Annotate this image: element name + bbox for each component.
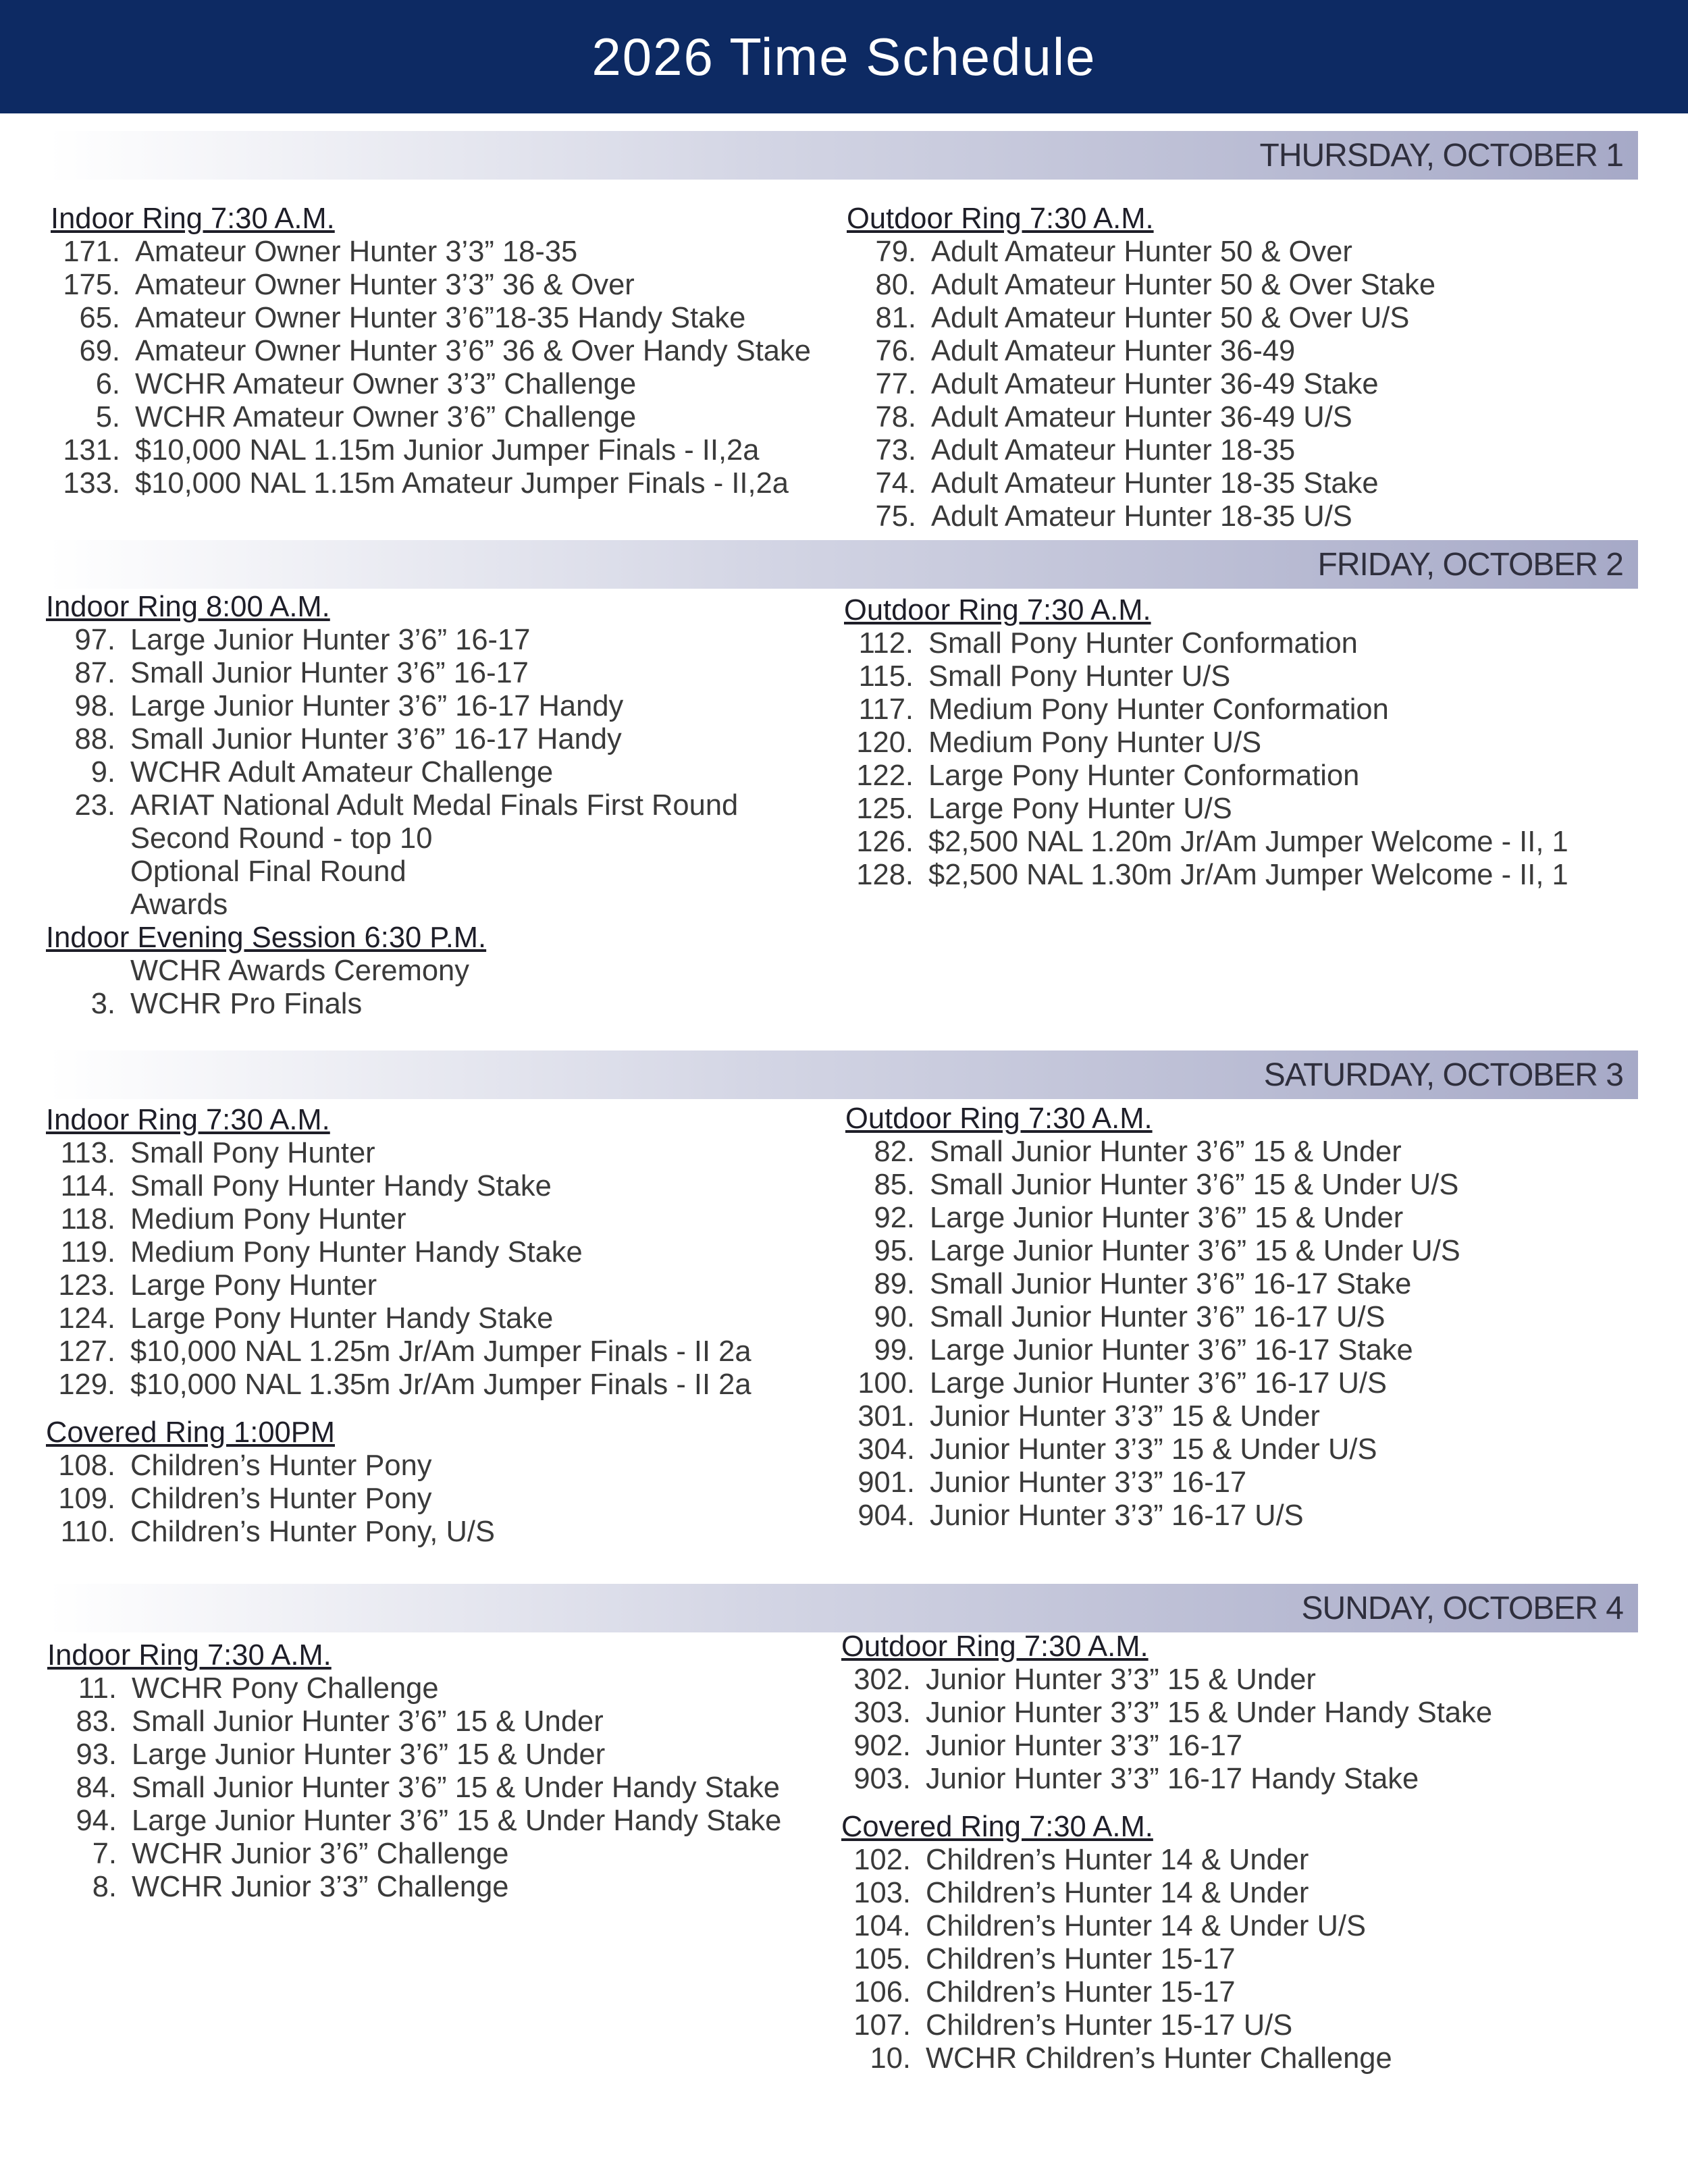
class-row	[47, 1738, 781, 1772]
class-row	[841, 1976, 1492, 2009]
class-name: Adult Amateur Hunter 50 & Over	[931, 236, 1352, 268]
class-row	[844, 693, 1568, 726]
class-number: 125.	[856, 793, 914, 825]
class-name: Large Junior Hunter 3’6” 16-17 U/S	[930, 1367, 1388, 1400]
class-row	[845, 1499, 1460, 1533]
class-row	[845, 1400, 1460, 1433]
class-number: 903.	[853, 1763, 911, 1795]
class-number: 118.	[60, 1203, 115, 1235]
class-row	[47, 1705, 781, 1738]
class-name: $10,000 NAL 1.25m Jr/Am Jumper Finals - II 2a	[130, 1335, 751, 1368]
class-row	[47, 1805, 781, 1838]
class-name: Children’s Hunter Pony	[130, 1449, 432, 1482]
page-title: 2026 Time Schedule	[591, 26, 1097, 86]
class-name: Junior Hunter 3’3” 15 & Under U/S	[930, 1433, 1377, 1466]
class-name: Junior Hunter 3’3” 15 & Under	[926, 1663, 1316, 1696]
class-row	[844, 826, 1568, 859]
class-name: Adult Amateur Hunter 36-49 Stake	[931, 368, 1379, 400]
day-header-friday	[49, 540, 1638, 589]
header-banner	[0, 0, 1688, 113]
class-row	[47, 1871, 781, 1904]
class-row	[46, 1170, 751, 1203]
class-number	[46, 822, 130, 855]
class-name: Small Junior Hunter 3’6” 15 & Under	[132, 1705, 604, 1738]
class-number: 97.	[74, 624, 115, 656]
class-name: Children’s Hunter Pony, U/S	[130, 1516, 495, 1548]
class-row	[845, 1334, 1460, 1367]
class-name: Adult Amateur Hunter 50 & Over U/S	[931, 302, 1410, 334]
class-number: 11.	[78, 1672, 117, 1705]
class-number: 77.	[875, 368, 916, 400]
class-name: Adult Amateur Hunter 50 & Over Stake	[931, 269, 1436, 301]
class-row	[46, 1203, 751, 1236]
class-row	[46, 657, 738, 690]
saturday-left-column	[46, 1104, 751, 1549]
class-row	[46, 1449, 751, 1483]
ring-heading: Indoor Ring 7:30 A.M.	[46, 1104, 330, 1136]
class-name: WCHR Amateur Owner 3’6” Challenge	[135, 401, 637, 433]
class-name: Adult Amateur Hunter 18-35	[931, 434, 1296, 467]
class-row	[47, 1772, 781, 1805]
class-row	[51, 434, 811, 467]
class-row	[51, 335, 811, 368]
day-header-sunday	[49, 1584, 1638, 1632]
class-number: 99.	[874, 1334, 915, 1366]
class-row	[46, 1236, 751, 1269]
class-row	[847, 401, 1435, 434]
class-row	[847, 467, 1435, 500]
class-number: 105.	[853, 1943, 911, 1975]
class-name: Adult Amateur Hunter 36-49	[931, 335, 1296, 367]
class-number: 124.	[58, 1302, 115, 1335]
ring-heading: Covered Ring 7:30 A.M.	[841, 1811, 1153, 1843]
class-number: 92.	[874, 1202, 915, 1234]
class-number: 117.	[858, 693, 914, 726]
class-number: 7.	[92, 1838, 117, 1870]
class-number: 100.	[858, 1367, 915, 1400]
class-name: WCHR Junior 3’3” Challenge	[132, 1871, 509, 1903]
class-name: $2,500 NAL 1.20m Jr/Am Jumper Welcome - II, 1	[928, 826, 1568, 858]
class-number: 113.	[60, 1137, 115, 1169]
day-header-thursday	[49, 131, 1638, 180]
class-number: 112.	[858, 627, 914, 660]
class-number: 110.	[60, 1516, 115, 1548]
class-name: Children’s Hunter 15-17	[926, 1976, 1236, 2008]
class-number: 76.	[875, 335, 916, 367]
class-row	[51, 368, 811, 401]
class-name: Large Pony Hunter U/S	[928, 793, 1232, 825]
class-number: 104.	[853, 1910, 911, 1942]
day-header-saturday	[49, 1050, 1638, 1099]
class-number: 120.	[856, 726, 914, 759]
class-number: 131.	[63, 434, 120, 467]
class-number: 9.	[90, 756, 115, 789]
class-row	[46, 624, 738, 657]
class-number: 23.	[74, 789, 115, 822]
class-number	[46, 855, 130, 888]
class-number: 106.	[853, 1976, 911, 2008]
class-row	[841, 1730, 1492, 1763]
class-row	[844, 793, 1568, 826]
class-number: 10.	[870, 2042, 911, 2075]
class-number: 5.	[95, 401, 120, 433]
thursday-left-column	[51, 203, 811, 500]
class-row	[841, 2042, 1492, 2075]
class-row	[47, 1672, 781, 1705]
class-number: 95.	[874, 1235, 915, 1267]
ring-heading: Outdoor Ring 7:30 A.M.	[841, 1630, 1149, 1663]
class-name: WCHR Children’s Hunter Challenge	[926, 2042, 1392, 2075]
class-number: 73.	[875, 434, 916, 467]
class-name: Small Junior Hunter 3’6” 15 & Under U/S	[930, 1169, 1459, 1201]
class-row	[844, 760, 1568, 793]
class-name: $10,000 NAL 1.15m Amateur Jumper Finals - II,2a	[135, 467, 789, 500]
class-name: ARIAT National Adult Medal Finals First Round	[130, 789, 739, 822]
class-name: Small Pony Hunter Conformation	[928, 627, 1358, 660]
class-number: 175.	[63, 269, 120, 301]
class-number: 103.	[853, 1877, 911, 1909]
class-name: WCHR Amateur Owner 3’3” Challenge	[135, 368, 637, 400]
class-name: Adult Amateur Hunter 36-49 U/S	[931, 401, 1352, 433]
class-number: 90.	[874, 1301, 915, 1333]
class-number: 127.	[58, 1335, 115, 1368]
class-number: 301.	[858, 1400, 915, 1433]
class-name: Medium Pony Hunter	[130, 1203, 406, 1235]
class-name: Children’s Hunter 14 & Under	[926, 1844, 1309, 1876]
class-row	[46, 1302, 751, 1335]
class-row	[46, 855, 738, 888]
class-number: 109.	[58, 1483, 115, 1515]
class-row	[51, 401, 811, 434]
class-name: Large Junior Hunter 3’6” 15 & Under Handy Stake	[132, 1805, 782, 1837]
class-number: 80.	[875, 269, 916, 301]
class-number: 89.	[874, 1268, 915, 1300]
class-number: 69.	[79, 335, 120, 367]
class-number: 74.	[875, 467, 916, 500]
class-number: 65.	[79, 302, 120, 334]
class-name: Large Junior Hunter 3’6” 16-17 Stake	[930, 1334, 1413, 1366]
class-name: Awards	[130, 888, 228, 921]
class-number: 102.	[853, 1844, 911, 1876]
class-name: Medium Pony Hunter Handy Stake	[130, 1236, 583, 1269]
class-row	[847, 500, 1435, 533]
class-number: 119.	[60, 1236, 115, 1269]
class-number: 8.	[92, 1871, 117, 1903]
class-row	[47, 1838, 781, 1871]
class-row	[46, 988, 738, 1021]
class-row	[845, 1235, 1460, 1268]
class-number: 83.	[76, 1705, 117, 1738]
class-row	[46, 756, 738, 789]
class-row	[46, 690, 738, 723]
class-row	[841, 1844, 1492, 1877]
class-name: WCHR Pony Challenge	[132, 1672, 439, 1705]
class-number: 128.	[856, 859, 914, 891]
class-row	[847, 368, 1435, 401]
class-number: 115.	[858, 660, 914, 693]
class-name: Large Pony Hunter Handy Stake	[130, 1302, 554, 1335]
class-name: WCHR Junior 3’6” Challenge	[132, 1838, 509, 1870]
class-row	[847, 434, 1435, 467]
class-row	[46, 888, 738, 922]
class-name: Junior Hunter 3’3” 15 & Under Handy Stake	[926, 1697, 1493, 1729]
class-number	[46, 955, 130, 988]
class-number: 303.	[853, 1697, 911, 1729]
class-name: Small Junior Hunter 3’6” 16-17 Stake	[930, 1268, 1412, 1300]
class-name: Large Pony Hunter	[130, 1269, 377, 1302]
class-row	[46, 822, 738, 855]
ring-heading: Indoor Ring 7:30 A.M.	[51, 203, 335, 235]
class-row	[841, 1763, 1492, 1796]
class-name: Children’s Hunter 15-17 U/S	[926, 2009, 1293, 2042]
class-number: 84.	[76, 1772, 117, 1804]
class-number: 108.	[58, 1449, 115, 1482]
class-row	[841, 1943, 1492, 1976]
class-name: Junior Hunter 3’3” 15 & Under	[930, 1400, 1320, 1433]
class-row	[845, 1466, 1460, 1499]
class-row	[51, 467, 811, 500]
class-name: Small Junior Hunter 3’6” 15 & Under	[930, 1136, 1402, 1168]
class-row	[847, 302, 1435, 335]
ring-heading: Outdoor Ring 7:30 A.M.	[844, 594, 1151, 627]
class-row	[847, 236, 1435, 269]
class-row	[51, 236, 811, 269]
class-name: Junior Hunter 3’3” 16-17 Handy Stake	[926, 1763, 1419, 1795]
class-name: Medium Pony Hunter Conformation	[928, 693, 1389, 726]
class-name: Children’s Hunter 14 & Under U/S	[926, 1910, 1367, 1942]
class-name: Large Junior Hunter 3’6” 16-17	[130, 624, 531, 656]
class-number: 171.	[63, 236, 120, 268]
friday-right-column	[844, 594, 1568, 892]
class-number: 85.	[874, 1169, 915, 1201]
class-name: Junior Hunter 3’3” 16-17 U/S	[930, 1499, 1304, 1532]
class-row	[841, 1910, 1492, 1943]
class-row	[845, 1202, 1460, 1235]
day-label: FRIDAY, OCTOBER 2	[1317, 546, 1623, 583]
class-name: WCHR Adult Amateur Challenge	[130, 756, 554, 789]
class-number: 123.	[58, 1269, 115, 1302]
class-name: Amateur Owner Hunter 3’6”18-35 Handy Stake	[135, 302, 746, 334]
class-name: Small Pony Hunter Handy Stake	[130, 1170, 552, 1202]
class-number: 93.	[76, 1738, 117, 1771]
class-name: Amateur Owner Hunter 3’6” 36 & Over Handy Stake	[135, 335, 811, 367]
class-name: Optional Final Round	[130, 855, 406, 888]
class-row	[51, 269, 811, 302]
class-row	[844, 660, 1568, 693]
class-row	[46, 1269, 751, 1302]
class-number: 304.	[858, 1433, 915, 1466]
class-name: Small Junior Hunter 3’6” 16-17	[130, 657, 529, 689]
class-row	[844, 627, 1568, 660]
class-row	[46, 1483, 751, 1516]
class-name: Large Pony Hunter Conformation	[928, 760, 1360, 792]
class-row	[844, 859, 1568, 892]
class-row	[845, 1136, 1460, 1169]
class-number	[46, 888, 130, 922]
class-number: 126.	[856, 826, 914, 858]
class-name: Junior Hunter 3’3” 16-17	[930, 1466, 1247, 1499]
class-number: 3.	[90, 988, 115, 1020]
class-row	[46, 955, 738, 988]
ring-heading: Covered Ring 1:00PM	[46, 1416, 335, 1449]
friday-left-column	[46, 591, 738, 1021]
class-name: Large Junior Hunter 3’6” 16-17 Handy	[130, 690, 624, 722]
class-number: 81.	[875, 302, 916, 334]
class-name: Medium Pony Hunter U/S	[928, 726, 1262, 759]
class-number: 75.	[875, 500, 916, 533]
sunday-right-column	[841, 1630, 1492, 2075]
class-number: 6.	[95, 368, 120, 400]
class-name: $10,000 NAL 1.15m Junior Jumper Finals - II,2a	[135, 434, 760, 467]
class-name: Children’s Hunter 15-17	[926, 1943, 1236, 1975]
class-row	[845, 1301, 1460, 1334]
class-name: WCHR Pro Finals	[130, 988, 363, 1020]
class-name: Small Junior Hunter 3’6” 16-17 Handy	[130, 723, 622, 755]
class-name: Second Round - top 10	[130, 822, 433, 855]
class-number: 302.	[853, 1663, 911, 1696]
class-name: Amateur Owner Hunter 3’3” 18-35	[135, 236, 578, 268]
class-name: Small Junior Hunter 3’6” 15 & Under Handy Stake	[132, 1772, 780, 1804]
class-number: 79.	[875, 236, 916, 268]
day-label: THURSDAY, OCTOBER 1	[1259, 137, 1623, 174]
class-name: Small Pony Hunter U/S	[928, 660, 1231, 693]
class-name: Large Junior Hunter 3’6” 15 & Under	[930, 1202, 1404, 1234]
ring-heading: Outdoor Ring 7:30 A.M.	[845, 1102, 1153, 1135]
class-number: 901.	[858, 1466, 915, 1499]
class-row	[46, 1137, 751, 1170]
class-row	[46, 1516, 751, 1549]
ring-heading: Outdoor Ring 7:30 A.M.	[847, 203, 1154, 235]
class-row	[46, 789, 738, 822]
class-row	[845, 1433, 1460, 1466]
thursday-right-column	[847, 203, 1435, 533]
class-number: 78.	[875, 401, 916, 433]
day-label: SUNDAY, OCTOBER 4	[1301, 1590, 1623, 1626]
class-number: 904.	[858, 1499, 915, 1532]
section-gap	[841, 1796, 1492, 1811]
class-row	[46, 723, 738, 756]
class-name: Adult Amateur Hunter 18-35 U/S	[931, 500, 1352, 533]
class-name: Small Pony Hunter	[130, 1137, 375, 1169]
class-name: WCHR Awards Ceremony	[130, 955, 469, 987]
ring-heading: Indoor Ring 8:00 A.M.	[46, 591, 330, 623]
class-name: $2,500 NAL 1.30m Jr/Am Jumper Welcome - II, 1	[928, 859, 1568, 891]
class-name: Adult Amateur Hunter 18-35 Stake	[931, 467, 1379, 500]
class-row	[51, 302, 811, 335]
class-row	[841, 1697, 1492, 1730]
class-number: 82.	[874, 1136, 915, 1168]
class-name: Junior Hunter 3’3” 16-17	[926, 1730, 1243, 1762]
class-row	[841, 1877, 1492, 1910]
sunday-left-column	[47, 1639, 781, 1904]
class-row	[46, 1368, 751, 1402]
class-row	[844, 726, 1568, 760]
class-name: $10,000 NAL 1.35m Jr/Am Jumper Finals - II 2a	[130, 1368, 751, 1401]
saturday-right-column	[845, 1102, 1460, 1533]
class-number: 902.	[853, 1730, 911, 1762]
class-number: 94.	[76, 1805, 117, 1837]
class-number: 98.	[74, 690, 115, 722]
ring-heading: Indoor Ring 7:30 A.M.	[47, 1639, 332, 1672]
class-number: 133.	[63, 467, 120, 500]
class-name: Small Junior Hunter 3’6” 16-17 U/S	[930, 1301, 1386, 1333]
class-row	[46, 1335, 751, 1368]
class-row	[841, 2009, 1492, 2042]
class-name: Large Junior Hunter 3’6” 15 & Under U/S	[930, 1235, 1460, 1267]
class-row	[845, 1367, 1460, 1400]
section-gap	[46, 1402, 751, 1416]
class-row	[845, 1169, 1460, 1202]
class-name: Large Junior Hunter 3’6” 15 & Under	[132, 1738, 606, 1771]
class-row	[845, 1268, 1460, 1301]
class-number: 88.	[74, 723, 115, 755]
class-name: Children’s Hunter Pony	[130, 1483, 432, 1515]
class-number: 87.	[74, 657, 115, 689]
class-name: Children’s Hunter 14 & Under	[926, 1877, 1309, 1909]
ring-heading: Indoor Evening Session 6:30 P.M.	[46, 922, 487, 954]
class-number: 114.	[60, 1170, 115, 1202]
class-number: 129.	[58, 1368, 115, 1401]
class-row	[847, 335, 1435, 368]
day-label: SATURDAY, OCTOBER 3	[1263, 1057, 1623, 1093]
class-number: 107.	[853, 2009, 911, 2042]
class-number: 122.	[856, 760, 914, 792]
class-row	[841, 1663, 1492, 1697]
class-name: Amateur Owner Hunter 3’3” 36 & Over	[135, 269, 635, 301]
class-row	[847, 269, 1435, 302]
